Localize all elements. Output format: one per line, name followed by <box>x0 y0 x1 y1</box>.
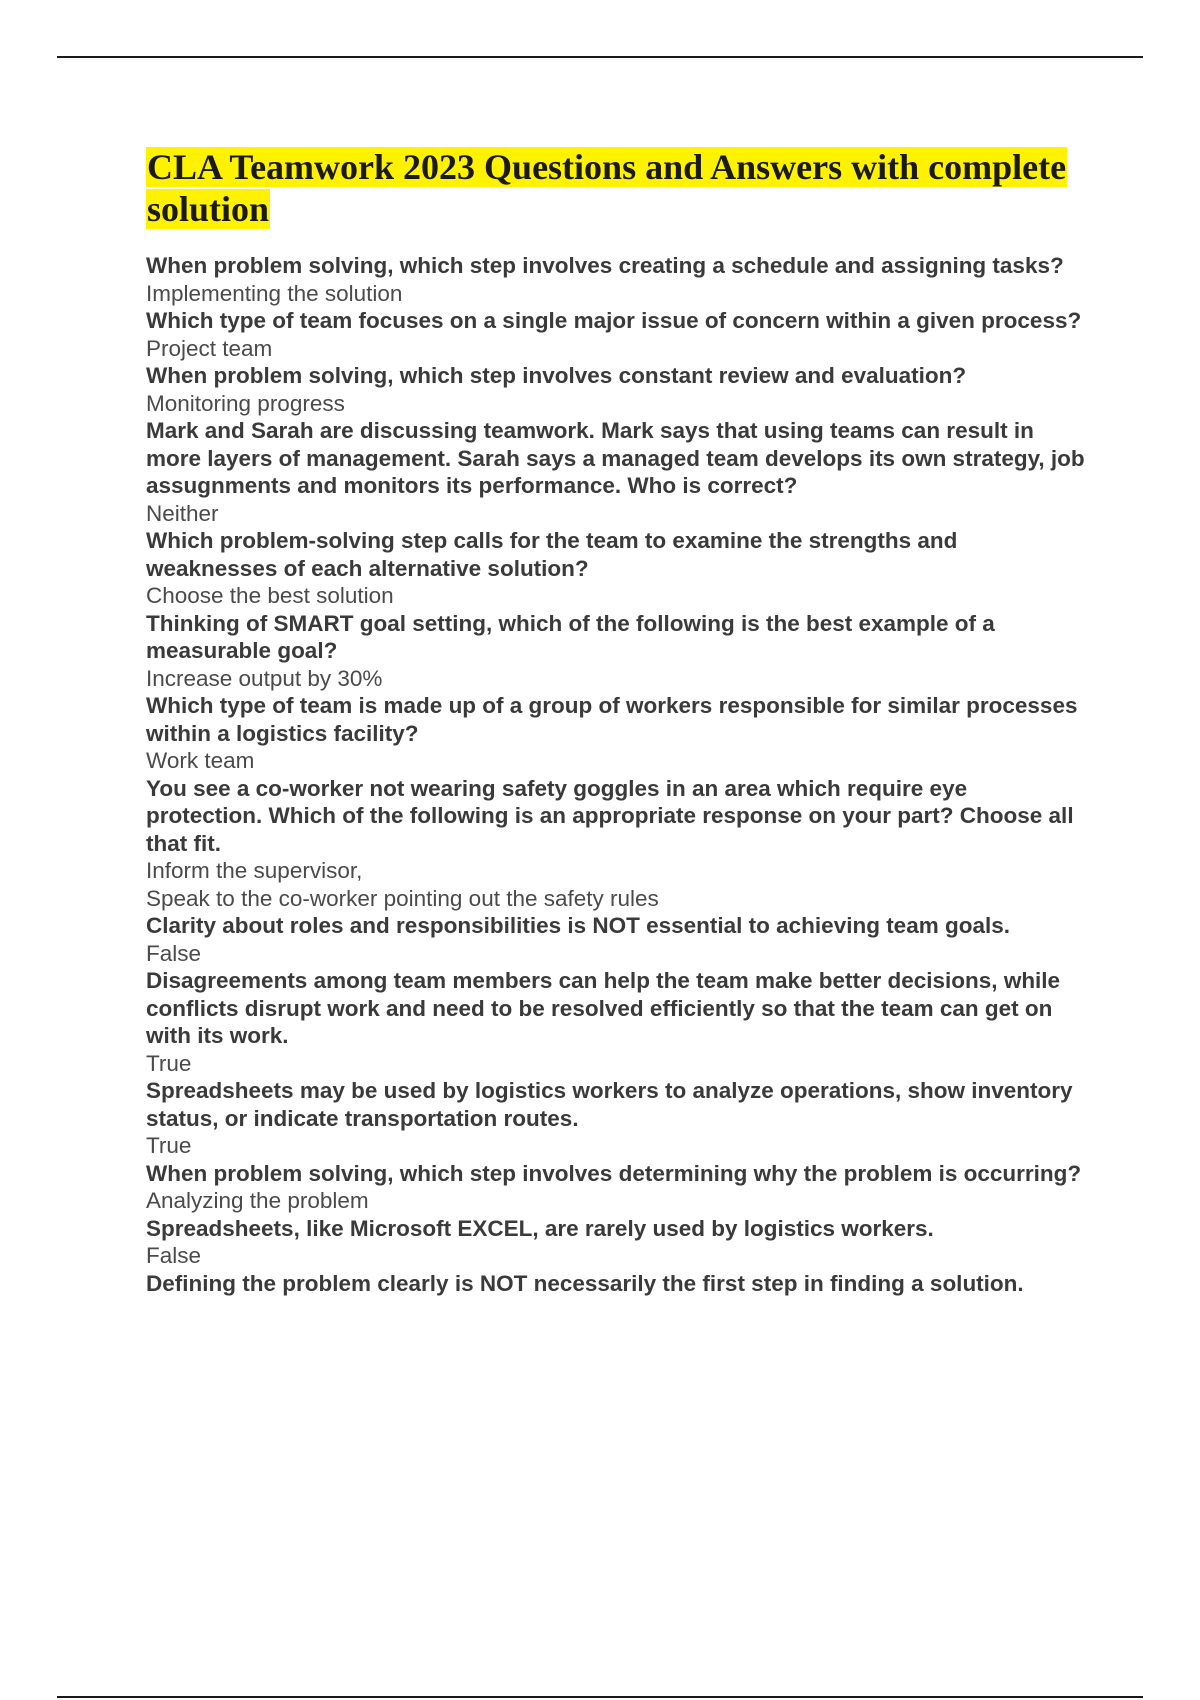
answer-10: True <box>146 1050 192 1076</box>
question-9: Clarity about roles and responsibilities is NOT essential to achieving team goals. <box>146 913 1010 938</box>
answer-2: Project team <box>146 335 273 361</box>
bottom-page-rule <box>57 1696 1143 1698</box>
answer-5: Choose the best solution <box>146 583 394 608</box>
highlighted-title-text: CLA Teamwork 2023 Questions and Answers with complete solution <box>147 147 1067 229</box>
answer-8a: Inform the supervisor, <box>146 858 363 883</box>
question-1: When problem solving, which step involves creating a schedule and assigning tasks? <box>146 253 1064 278</box>
answer-6: Increase output by 30% <box>146 665 383 691</box>
qa-list <box>146 252 1086 1297</box>
answer-12: Analyzing the problem <box>146 1188 369 1213</box>
answer-7: Work team <box>146 748 255 773</box>
question-10: Disagreements among team members can help the team make better decisions, while conflicts disrupt work and need to be resolved efficiently so that the team can get on with its work. <box>146 968 1061 1048</box>
question-2: Which type of team focuses on a single major issue of concern within a given process? <box>146 308 1082 333</box>
question-11: Spreadsheets may be used by logistics workers to analyze operations, show inventory status, or indicate transportation routes. <box>146 1078 1073 1131</box>
answer-3: Monitoring progress <box>146 390 345 416</box>
question-4: Mark and Sarah are discussing teamwork. Mark says that using teams can result in more layers of management. Sarah says a managed team develops its own strategy, job assugnments and monitors its performance. Who is correct? <box>146 418 1085 498</box>
question-6: Thinking of SMART goal setting, which of the following is the best example of a measurable goal? <box>146 610 995 663</box>
question-3: When problem solving, which step involves constant review and evaluation? <box>146 363 967 388</box>
answer-1: Implementing the solution <box>146 280 403 306</box>
question-7: Which type of team is made up of a group of workers responsible for similar processes within a logistics facility? <box>146 693 1078 746</box>
question-8: You see a co-worker not wearing safety goggles in an area which require eye protection. Which of the following is an appropriate response on your part? Choose all that fit. <box>146 775 1074 856</box>
answer-9: False <box>146 940 202 966</box>
answer-4: Neither <box>146 500 219 526</box>
top-page-rule <box>57 56 1143 58</box>
question-13: Spreadsheets, like Microsoft EXCEL, are rarely used by logistics workers. <box>146 1215 934 1241</box>
question-12: When problem solving, which step involves determining why the problem is occurring? <box>146 1160 1082 1186</box>
answer-13: False <box>146 1243 202 1268</box>
document-title <box>146 146 1086 230</box>
answer-11: True <box>146 1133 192 1158</box>
question-14: Defining the problem clearly is NOT necessarily the first step in finding a solution. <box>146 1270 1024 1296</box>
answer-8b: Speak to the co-worker pointing out the safety rules <box>146 885 659 911</box>
document-body <box>146 146 1086 1297</box>
question-5: Which problem-solving step calls for the team to examine the strengths and weaknesses of each alternative solution? <box>146 528 958 581</box>
